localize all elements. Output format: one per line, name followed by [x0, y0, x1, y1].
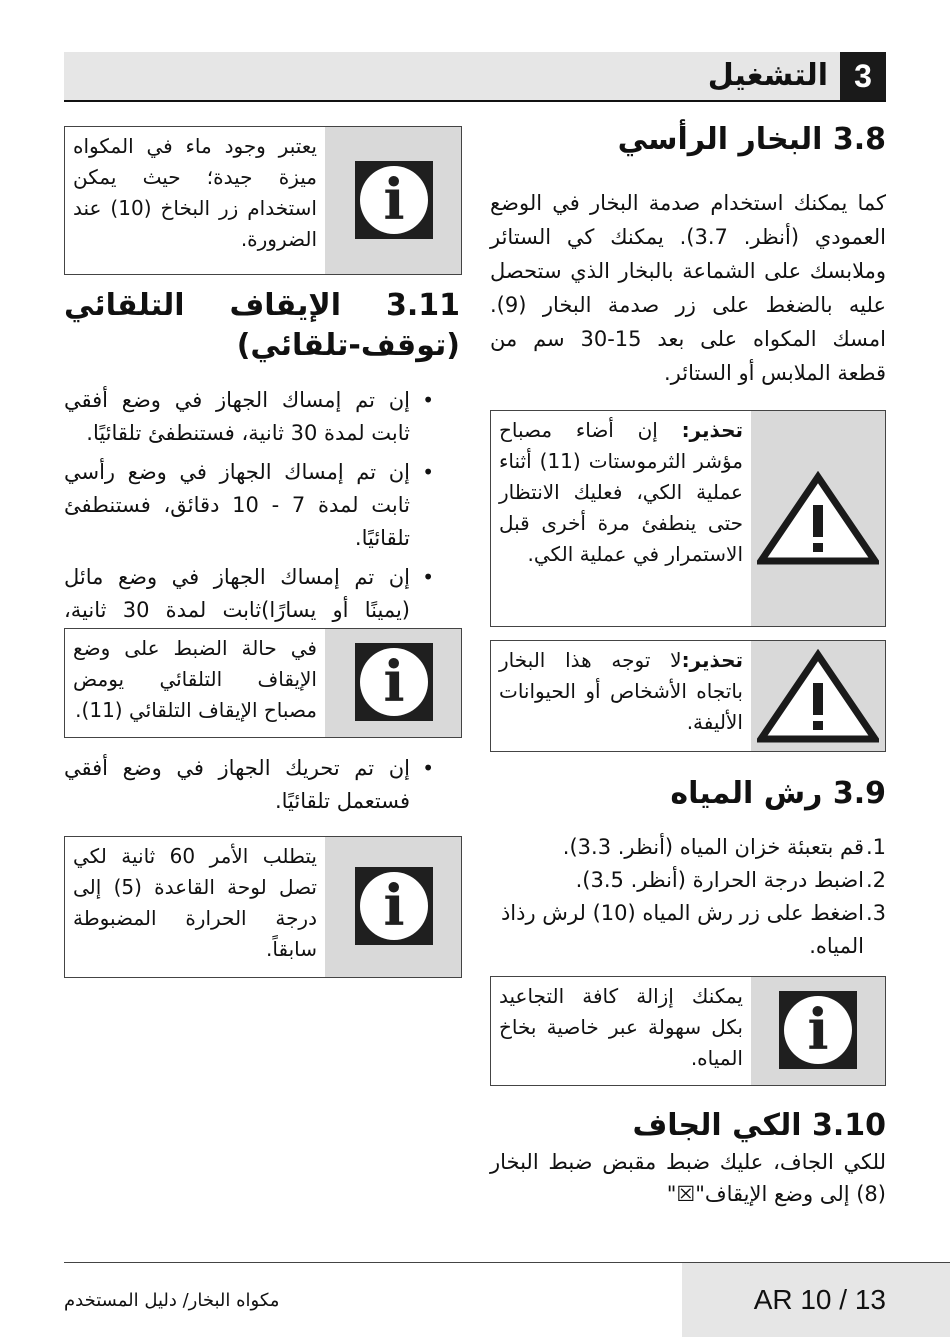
warning-triangle-icon	[757, 471, 879, 567]
list-item: • إن تم إمساك الجهاز في وضع أفقي ثابت لمدة 30 ثانية، فستنطفئ تلقائيًا.	[64, 388, 434, 445]
footer-document-title: مكواه البخار/ دليل المستخدم	[64, 1290, 280, 1311]
chapter-title: التشغيل	[707, 58, 828, 93]
warning-text-steam-direction: تحذير:لا توجه هذا البخار باتجاه الأشخاص أو الحيوانات الأليفة.	[499, 648, 743, 734]
chapter-number: 3	[840, 52, 886, 100]
info-text-water: يعتبر وجود ماء في المكواه ميزة جيدة؛ حيث يمكن استخدام زر البخاخ (10) عند الضرورة.	[73, 134, 317, 251]
info-box-auto-off	[64, 628, 462, 738]
info-box-heat-time	[64, 836, 462, 978]
page-number: AR 10 / 13	[753, 1284, 886, 1315]
list-item: • إن تم إمساك الجهاز في وضع مائل (يمينًا أو يسارًا)ثابت لمدة 30 ثانية،	[64, 565, 434, 622]
list-item: • إن تم إمساك الجهاز في وضع رأسي ثابت لمدة 7 - 10 دقائق، فستنطفئ تلقائيًا.	[64, 460, 434, 550]
section-3-9-title: 3.9 رش المياه	[670, 776, 886, 811]
warning-triangle-icon	[757, 649, 879, 745]
warning-box-thermostat	[490, 410, 886, 627]
warning-text-thermostat: تحذير: إن أضاء مصباح مؤشر الثرموستات (11) أثناء عملية الكي، فعليك الانتظار حتى ينطفئ مرة أخرى قبل الاستمرار في عملية الكي.	[499, 418, 743, 566]
info-icon: i	[779, 991, 857, 1069]
info-text-water-spray: يمكنك إزالة كافة التجاعيد بكل سهولة عبر خاصية بخاخ المياه.	[499, 984, 743, 1070]
info-text-heat-time: يتطلب الأمر 60 ثانية لكي تصل لوحة القاعدة (5) إلى درجة الحرارة المضبوطة سابقاً.	[73, 844, 317, 961]
section-3-8-body: كما يمكنك استخدام صدمة البخار في الوضع العمودي (أنظر. 3.7). يمكنك كي الستائر وملابسك على الشماعة بالبخار الذي ستحصل عليه بالضغط على زر صدمة البخار (9). امسك المكواه على بعد 15-30 سم من قطعة الملابس أو الستائر.	[490, 191, 886, 385]
list-item: • إن تم تحريك الجهاز في وضع أفقي فستعمل تلقائيًا.	[64, 756, 434, 813]
section-3-10-body: للكي الجاف، عليك ضبط مقبض ضبط البخار (8) إلى وضع الإيقاف"☒"	[490, 1150, 886, 1206]
list-item: 1. قم بتعبئة خزان المياه (أنظر. 3.3).	[562, 835, 886, 859]
section-3-11-title: 3.11 الإيقاف التلقائي (توقف-تلقائي)	[64, 288, 460, 363]
section-3-11-bullets	[64, 384, 436, 666]
info-text-auto-off: في حالة الضبط على وضع الإيقاف التلقائي يومض مصباح الإيقاف التلقائي (11).	[73, 636, 317, 722]
warning-box-steam-direction	[490, 640, 886, 752]
info-icon: i	[355, 161, 433, 239]
info-icon: i	[355, 867, 433, 945]
section-3-9-steps	[490, 831, 886, 963]
section-3-10-title: 3.10 الكي الجاف	[632, 1108, 886, 1143]
list-item: 2. اضبط درجة الحرارة (أنظر. 3.5).	[575, 868, 886, 892]
section-3-8-title: 3.8 البخار الرأسي	[617, 122, 886, 157]
info-box-water	[64, 126, 462, 275]
list-item: 3. اضغط على زر رش المياه (10) لرش رذاذ المياه.	[500, 901, 886, 958]
info-box-water-spray	[490, 976, 886, 1086]
info-icon: i	[355, 643, 433, 721]
section-3-11-bullet-4	[64, 752, 436, 824]
